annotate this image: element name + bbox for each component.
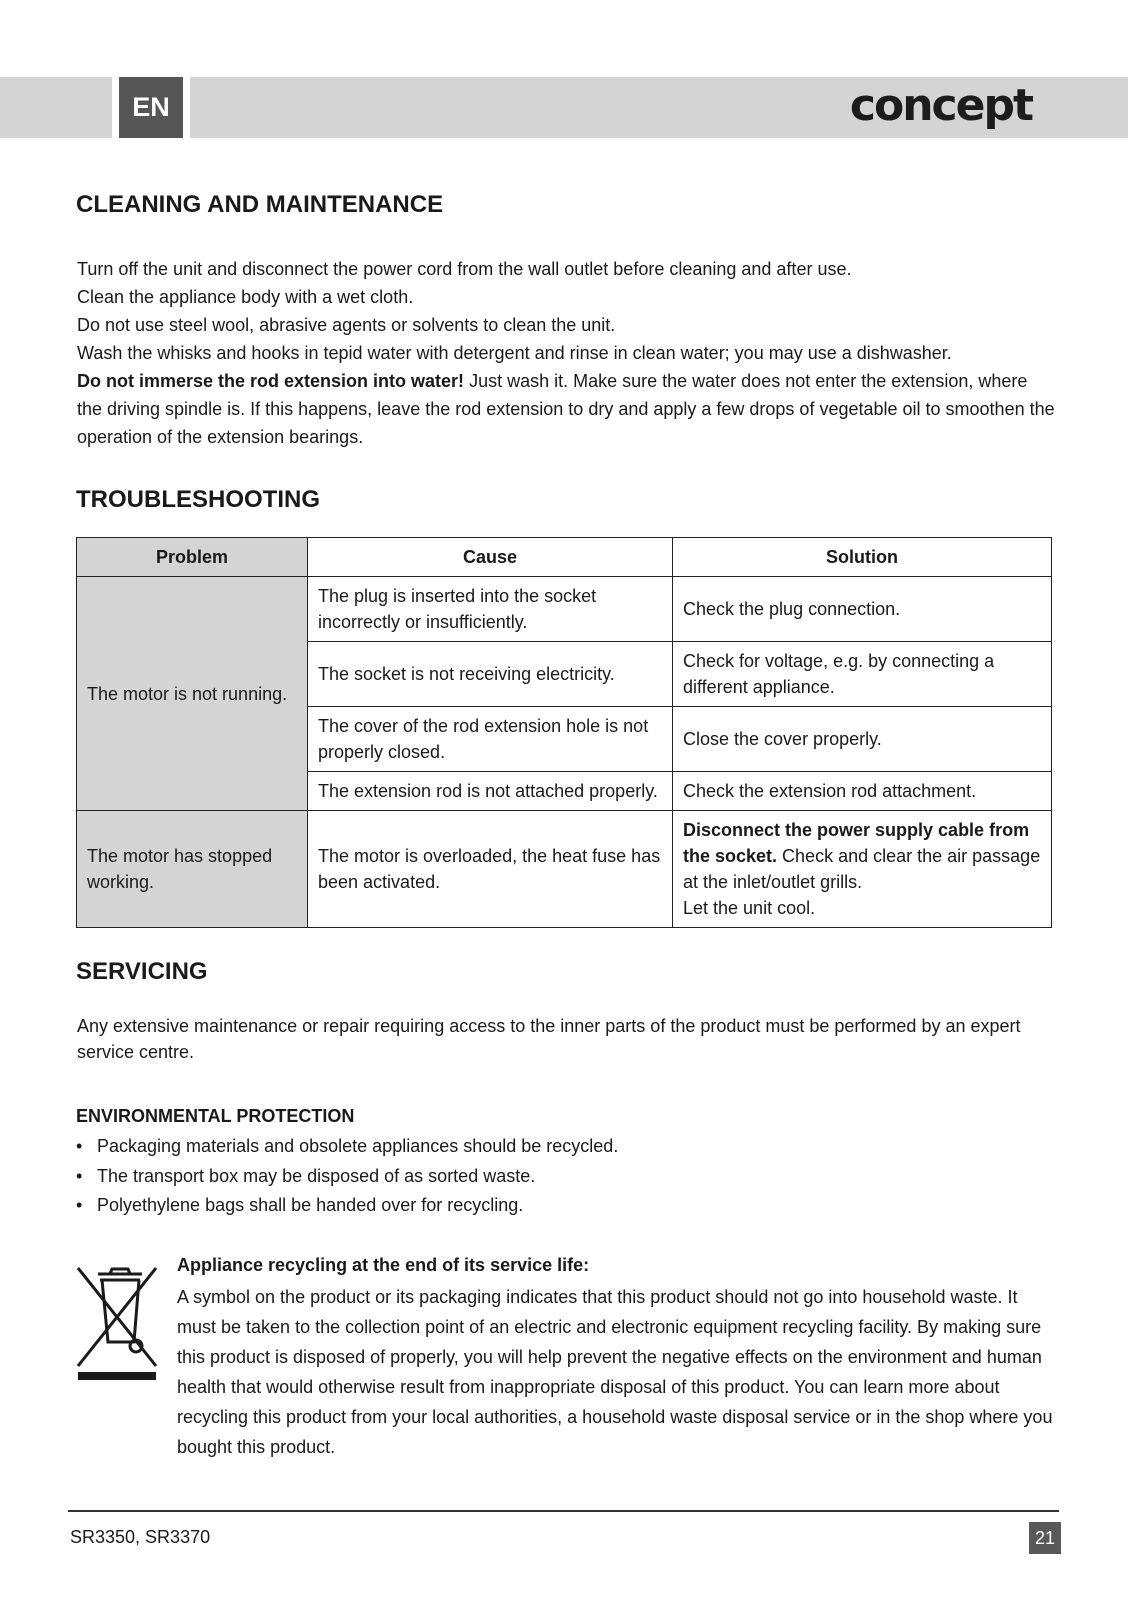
servicing-text: Any extensive maintenance or repair requiring access to the inner parts of the product must be performed by an expert service centre. (77, 1016, 1021, 1062)
solution-cell: Check the extension rod attachment. (673, 772, 1052, 811)
cause-cell: The plug is inserted into the socket incorrectly or insufficiently. (308, 577, 673, 642)
cleaning-warning (77, 367, 1057, 451)
cleaning-text (77, 255, 1057, 451)
environment-list (76, 1132, 618, 1221)
cleaning-title: CLEANING AND MAINTENANCE (76, 191, 444, 218)
solution-cell (673, 811, 1052, 928)
cleaning-line: Clean the appliance body with a wet cloth. (77, 287, 414, 307)
cleaning-line: Turn off the unit and disconnect the power cord from the wall outlet before cleaning and after use. (77, 259, 852, 279)
footer-divider (68, 1510, 1059, 1512)
cleaning-line: Wash the whisks and hooks in tepid water with detergent and rinse in clean water; you may use a dishwasher. (77, 343, 952, 363)
list-item: • The transport box may be disposed of as sorted waste. (76, 1162, 618, 1192)
cleaning-line: Do not use steel wool, abrasive agents or solvents to clean the unit. (77, 315, 616, 335)
column-header-solution: Solution (673, 538, 1052, 577)
cause-cell: The extension rod is not attached properly. (308, 772, 673, 811)
troubleshooting-table (76, 537, 1052, 928)
solution-cell: Check for voltage, e.g. by connecting a different appliance. (673, 642, 1052, 707)
recycling-text: A symbol on the product or its packaging indicates that this product should not go into household waste. It must be taken to the collection point of an electric and electronic equipment recycling facility. By making sure this product is disposed of properly, you will help prevent the negative effects on the environment and human health that would otherwise result from inappropriate disposal of this product. You can learn more about recycling this product from your local authorities, a household waste disposal service or in the shop where you bought this product. (177, 1287, 1053, 1457)
header-divider (183, 77, 190, 138)
list-item: • Packaging materials and obsolete appliances should be recycled. (76, 1132, 618, 1162)
warning-text: Just wash it. Make sure the water does not enter the extension, where the driving spindle is. If this happens, leave the rod extension to dry and apply a few drops of vegetable oil to smoothen the operation of the extension bearings. (77, 371, 1055, 447)
solution-bold: Disconnect the power supply cable from the socket. (683, 820, 1030, 866)
environment-title: ENVIRONMENTAL PROTECTION (76, 1106, 355, 1126)
column-header-problem: Problem (77, 538, 308, 577)
warning-bold: Do not immerse the rod extension into water! (77, 371, 465, 391)
footer-model: SR3350, SR3370 (70, 1527, 211, 1547)
language-badge: EN (119, 77, 183, 138)
solution-text: Let the unit cool. (683, 898, 816, 918)
brand-logo: concept (849, 80, 1032, 131)
problem-cell: The motor has stopped working. (77, 811, 308, 928)
solution-cell: Check the plug connection. (673, 577, 1052, 642)
table-row (77, 811, 1052, 928)
recycling-title: Appliance recycling at the end of its service life: (177, 1255, 590, 1275)
table-header-row (77, 538, 1052, 577)
column-header-cause: Cause (308, 538, 673, 577)
crossed-out-wheeled-bin-icon (76, 1266, 158, 1382)
header-divider (112, 77, 119, 138)
table-row (77, 577, 1052, 642)
troubleshooting-title: TROUBLESHOOTING (76, 486, 320, 513)
servicing-title: SERVICING (76, 958, 208, 985)
problem-cell: The motor is not running. (77, 577, 308, 811)
list-item: • Polyethylene bags shall be handed over for recycling. (76, 1191, 618, 1221)
cause-cell: The socket is not receiving electricity. (308, 642, 673, 707)
page-number: 21 (1029, 1522, 1061, 1554)
cause-cell: The cover of the rod extension hole is not properly closed. (308, 707, 673, 772)
solution-cell: Close the cover properly. (673, 707, 1052, 772)
cause-cell: The motor is overloaded, the heat fuse has been activated. (308, 811, 673, 928)
solution-text: Check and clear the air passage at the inlet/outlet grills. (683, 846, 1041, 892)
